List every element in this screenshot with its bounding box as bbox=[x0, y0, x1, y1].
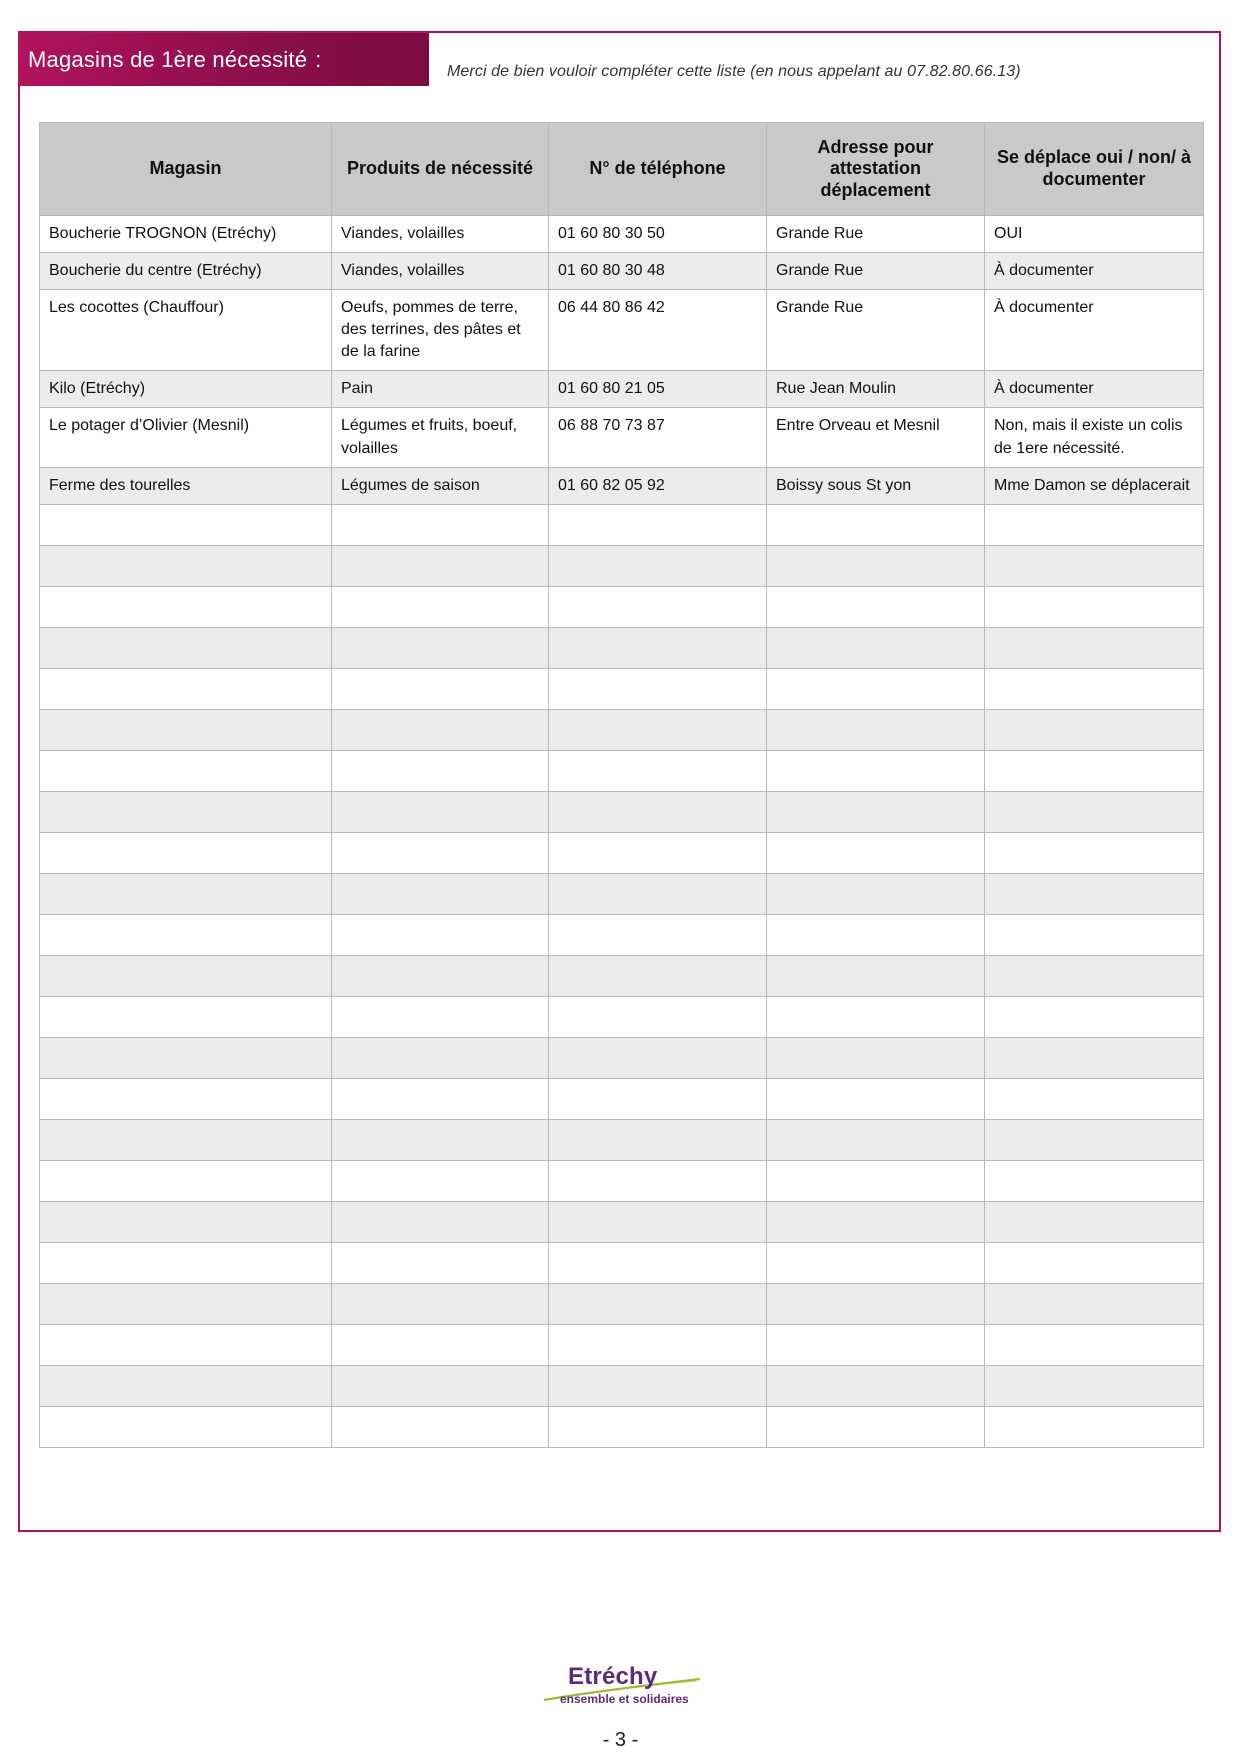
empty-cell[interactable] bbox=[549, 709, 767, 750]
empty-cell[interactable] bbox=[767, 996, 985, 1037]
empty-cell[interactable] bbox=[985, 504, 1204, 545]
empty-cell[interactable] bbox=[40, 586, 332, 627]
empty-cell[interactable] bbox=[767, 791, 985, 832]
empty-cell[interactable] bbox=[549, 1078, 767, 1119]
empty-table-row bbox=[40, 1160, 1204, 1201]
cell-magasin: Le potager d’Olivier (Mesnil) bbox=[40, 408, 332, 467]
empty-cell[interactable] bbox=[767, 504, 985, 545]
empty-table-row bbox=[40, 1324, 1204, 1365]
empty-table-row bbox=[40, 1119, 1204, 1160]
empty-cell[interactable] bbox=[40, 504, 332, 545]
empty-cell[interactable] bbox=[985, 709, 1204, 750]
empty-cell[interactable] bbox=[985, 1283, 1204, 1324]
empty-cell[interactable] bbox=[985, 1160, 1204, 1201]
table-row bbox=[40, 371, 1204, 408]
cell-deplacement: À documenter bbox=[985, 290, 1204, 371]
empty-cell[interactable] bbox=[332, 791, 549, 832]
empty-cell[interactable] bbox=[332, 1324, 549, 1365]
empty-cell[interactable] bbox=[549, 832, 767, 873]
table-row bbox=[40, 216, 1204, 253]
empty-cell[interactable] bbox=[332, 545, 549, 586]
empty-cell[interactable] bbox=[332, 504, 549, 545]
empty-cell[interactable] bbox=[767, 668, 985, 709]
empty-cell[interactable] bbox=[985, 832, 1204, 873]
empty-cell[interactable] bbox=[332, 1078, 549, 1119]
cell-telephone: 06 44 80 86 42 bbox=[549, 290, 767, 371]
empty-cell[interactable] bbox=[985, 1201, 1204, 1242]
instruction-text: Merci de bien vouloir compléter cette liste (en nous appelant au 07.82.80.66.13) bbox=[447, 63, 1021, 80]
empty-cell[interactable] bbox=[767, 832, 985, 873]
cell-adresse: Grande Rue bbox=[767, 216, 985, 253]
cell-adresse: Grande Rue bbox=[767, 290, 985, 371]
empty-cell[interactable] bbox=[767, 1406, 985, 1447]
empty-cell[interactable] bbox=[40, 1365, 332, 1406]
empty-cell[interactable] bbox=[549, 1160, 767, 1201]
empty-cell[interactable] bbox=[332, 1160, 549, 1201]
table-row bbox=[40, 408, 1204, 467]
empty-cell[interactable] bbox=[549, 545, 767, 586]
empty-cell[interactable] bbox=[40, 750, 332, 791]
empty-cell[interactable] bbox=[40, 627, 332, 668]
cell-adresse: Entre Orveau et Mesnil bbox=[767, 408, 985, 467]
empty-cell[interactable] bbox=[549, 791, 767, 832]
empty-cell[interactable] bbox=[40, 1324, 332, 1365]
cell-deplacement: À documenter bbox=[985, 253, 1204, 290]
empty-cell[interactable] bbox=[985, 1037, 1204, 1078]
empty-cell[interactable] bbox=[40, 873, 332, 914]
empty-cell[interactable] bbox=[332, 1406, 549, 1447]
empty-cell[interactable] bbox=[549, 1037, 767, 1078]
empty-table-row bbox=[40, 504, 1204, 545]
empty-cell[interactable] bbox=[40, 955, 332, 996]
empty-cell[interactable] bbox=[985, 1365, 1204, 1406]
empty-cell[interactable] bbox=[549, 1365, 767, 1406]
section-title-colon: : bbox=[315, 46, 322, 72]
empty-cell[interactable] bbox=[40, 1406, 332, 1447]
section-title: Magasins de 1ère nécessité bbox=[28, 46, 308, 72]
empty-cell[interactable] bbox=[40, 668, 332, 709]
empty-cell[interactable] bbox=[549, 627, 767, 668]
column-header-adresse: Adresse pour attestation déplacement bbox=[767, 123, 985, 216]
empty-cell[interactable] bbox=[332, 1201, 549, 1242]
empty-cell[interactable] bbox=[985, 1242, 1204, 1283]
stores-table bbox=[39, 122, 1204, 1448]
empty-cell[interactable] bbox=[985, 668, 1204, 709]
empty-cell[interactable] bbox=[332, 1119, 549, 1160]
empty-cell[interactable] bbox=[40, 709, 332, 750]
empty-cell[interactable] bbox=[332, 1283, 549, 1324]
empty-cell[interactable] bbox=[332, 627, 549, 668]
logo-tagline: ensemble et solidaires bbox=[560, 1692, 689, 1706]
empty-cell[interactable] bbox=[332, 955, 549, 996]
empty-table-row bbox=[40, 1365, 1204, 1406]
cell-produits: Pain bbox=[332, 371, 549, 408]
empty-cell[interactable] bbox=[767, 1201, 985, 1242]
cell-adresse: Grande Rue bbox=[767, 253, 985, 290]
empty-cell[interactable] bbox=[767, 914, 985, 955]
empty-cell[interactable] bbox=[767, 955, 985, 996]
empty-table-row bbox=[40, 791, 1204, 832]
empty-table-row bbox=[40, 996, 1204, 1037]
empty-cell[interactable] bbox=[985, 914, 1204, 955]
empty-table-row bbox=[40, 627, 1204, 668]
empty-cell[interactable] bbox=[767, 586, 985, 627]
column-header-deplacement: Se déplace oui / non/ à documenter bbox=[985, 123, 1204, 216]
cell-deplacement: Non, mais il existe un colis de 1ere nécessité. bbox=[985, 408, 1204, 467]
empty-cell[interactable] bbox=[549, 1242, 767, 1283]
empty-cell[interactable] bbox=[332, 1242, 549, 1283]
empty-cell[interactable] bbox=[767, 1242, 985, 1283]
empty-cell[interactable] bbox=[40, 1283, 332, 1324]
cell-telephone: 01 60 80 21 05 bbox=[549, 371, 767, 408]
content-frame bbox=[18, 31, 1221, 1532]
empty-cell[interactable] bbox=[40, 996, 332, 1037]
empty-cell[interactable] bbox=[985, 1324, 1204, 1365]
empty-table-row bbox=[40, 1242, 1204, 1283]
cell-produits: Viandes, volailles bbox=[332, 216, 549, 253]
empty-cell[interactable] bbox=[767, 873, 985, 914]
table-row bbox=[40, 290, 1204, 371]
cell-telephone: 01 60 80 30 50 bbox=[549, 216, 767, 253]
cell-deplacement: OUI bbox=[985, 216, 1204, 253]
cell-magasin: Boucherie du centre (Etréchy) bbox=[40, 253, 332, 290]
empty-table-row bbox=[40, 1283, 1204, 1324]
empty-cell[interactable] bbox=[40, 914, 332, 955]
empty-cell[interactable] bbox=[549, 1119, 767, 1160]
empty-cell[interactable] bbox=[985, 1119, 1204, 1160]
empty-cell[interactable] bbox=[40, 1119, 332, 1160]
empty-cell[interactable] bbox=[985, 750, 1204, 791]
empty-cell[interactable] bbox=[767, 1283, 985, 1324]
cell-magasin: Kilo (Etréchy) bbox=[40, 371, 332, 408]
empty-cell[interactable] bbox=[549, 955, 767, 996]
empty-cell[interactable] bbox=[767, 627, 985, 668]
empty-cell[interactable] bbox=[549, 1406, 767, 1447]
cell-magasin: Les cocottes (Chauffour) bbox=[40, 290, 332, 371]
empty-cell[interactable] bbox=[332, 996, 549, 1037]
cell-magasin: Ferme des tourelles bbox=[40, 467, 332, 504]
logo-wordmark: Etréchy bbox=[568, 1663, 658, 1690]
table-header-row bbox=[40, 123, 1204, 216]
empty-cell[interactable] bbox=[549, 914, 767, 955]
empty-cell[interactable] bbox=[767, 1078, 985, 1119]
empty-cell[interactable] bbox=[40, 832, 332, 873]
empty-cell[interactable] bbox=[985, 873, 1204, 914]
empty-cell[interactable] bbox=[332, 1037, 549, 1078]
cell-adresse: Rue Jean Moulin bbox=[767, 371, 985, 408]
empty-cell[interactable] bbox=[767, 709, 985, 750]
empty-cell[interactable] bbox=[332, 1365, 549, 1406]
empty-table-row bbox=[40, 709, 1204, 750]
cell-produits: Viandes, volailles bbox=[332, 253, 549, 290]
table-row bbox=[40, 467, 1204, 504]
empty-cell[interactable] bbox=[767, 1324, 985, 1365]
empty-cell[interactable] bbox=[985, 586, 1204, 627]
empty-table-row bbox=[40, 914, 1204, 955]
empty-cell[interactable] bbox=[985, 1406, 1204, 1447]
empty-table-row bbox=[40, 955, 1204, 996]
empty-cell[interactable] bbox=[332, 586, 549, 627]
empty-cell[interactable] bbox=[767, 1037, 985, 1078]
empty-cell[interactable] bbox=[40, 1078, 332, 1119]
empty-cell[interactable] bbox=[40, 1242, 332, 1283]
empty-cell[interactable] bbox=[549, 996, 767, 1037]
etrechy-logo bbox=[540, 1663, 702, 1711]
empty-cell[interactable] bbox=[40, 791, 332, 832]
page-number: - 3 - bbox=[602, 1729, 639, 1751]
empty-cell[interactable] bbox=[767, 545, 985, 586]
empty-table-row bbox=[40, 1078, 1204, 1119]
empty-cell[interactable] bbox=[549, 873, 767, 914]
cell-produits: Légumes et fruits, boeuf, volailles bbox=[332, 408, 549, 467]
empty-table-row bbox=[40, 1037, 1204, 1078]
column-header-produits: Produits de nécessité bbox=[332, 123, 549, 216]
empty-cell[interactable] bbox=[549, 1201, 767, 1242]
empty-cell[interactable] bbox=[549, 586, 767, 627]
empty-cell[interactable] bbox=[549, 668, 767, 709]
empty-cell[interactable] bbox=[549, 1283, 767, 1324]
empty-cell[interactable] bbox=[332, 750, 549, 791]
empty-cell[interactable] bbox=[549, 750, 767, 791]
empty-cell[interactable] bbox=[332, 668, 549, 709]
empty-cell[interactable] bbox=[985, 545, 1204, 586]
empty-cell[interactable] bbox=[767, 750, 985, 791]
empty-cell[interactable] bbox=[985, 1078, 1204, 1119]
empty-table-row bbox=[40, 750, 1204, 791]
cell-produits: Oeufs, pommes de terre, des terrines, des pâtes et de la farine bbox=[332, 290, 549, 371]
empty-cell[interactable] bbox=[985, 791, 1204, 832]
empty-cell[interactable] bbox=[332, 709, 549, 750]
empty-cell[interactable] bbox=[985, 627, 1204, 668]
empty-cell[interactable] bbox=[40, 545, 332, 586]
column-header-magasin: Magasin bbox=[40, 123, 332, 216]
empty-table-row bbox=[40, 586, 1204, 627]
cell-deplacement: À documenter bbox=[985, 371, 1204, 408]
empty-cell[interactable] bbox=[332, 873, 549, 914]
table-row bbox=[40, 253, 1204, 290]
section-title-banner bbox=[20, 33, 429, 86]
cell-adresse: Boissy sous St yon bbox=[767, 467, 985, 504]
cell-telephone: 06 88 70 73 87 bbox=[549, 408, 767, 467]
cell-magasin: Boucherie TROGNON (Etréchy) bbox=[40, 216, 332, 253]
empty-table-row bbox=[40, 545, 1204, 586]
empty-cell[interactable] bbox=[985, 996, 1204, 1037]
empty-cell[interactable] bbox=[767, 1119, 985, 1160]
table-body bbox=[40, 216, 1204, 1448]
cell-produits: Légumes de saison bbox=[332, 467, 549, 504]
empty-cell[interactable] bbox=[40, 1201, 332, 1242]
cell-deplacement: Mme Damon se déplacerait bbox=[985, 467, 1204, 504]
empty-cell[interactable] bbox=[549, 1324, 767, 1365]
empty-cell[interactable] bbox=[332, 914, 549, 955]
empty-cell[interactable] bbox=[549, 504, 767, 545]
empty-cell[interactable] bbox=[767, 1365, 985, 1406]
empty-table-row bbox=[40, 668, 1204, 709]
cell-telephone: 01 60 80 30 48 bbox=[549, 253, 767, 290]
empty-table-row bbox=[40, 1406, 1204, 1447]
empty-table-row bbox=[40, 873, 1204, 914]
empty-cell[interactable] bbox=[985, 955, 1204, 996]
empty-cell[interactable] bbox=[332, 832, 549, 873]
empty-cell[interactable] bbox=[40, 1037, 332, 1078]
empty-cell[interactable] bbox=[767, 1160, 985, 1201]
cell-telephone: 01 60 82 05 92 bbox=[549, 467, 767, 504]
column-header-telephone: N° de téléphone bbox=[549, 123, 767, 216]
empty-table-row bbox=[40, 832, 1204, 873]
empty-table-row bbox=[40, 1201, 1204, 1242]
empty-cell[interactable] bbox=[40, 1160, 332, 1201]
